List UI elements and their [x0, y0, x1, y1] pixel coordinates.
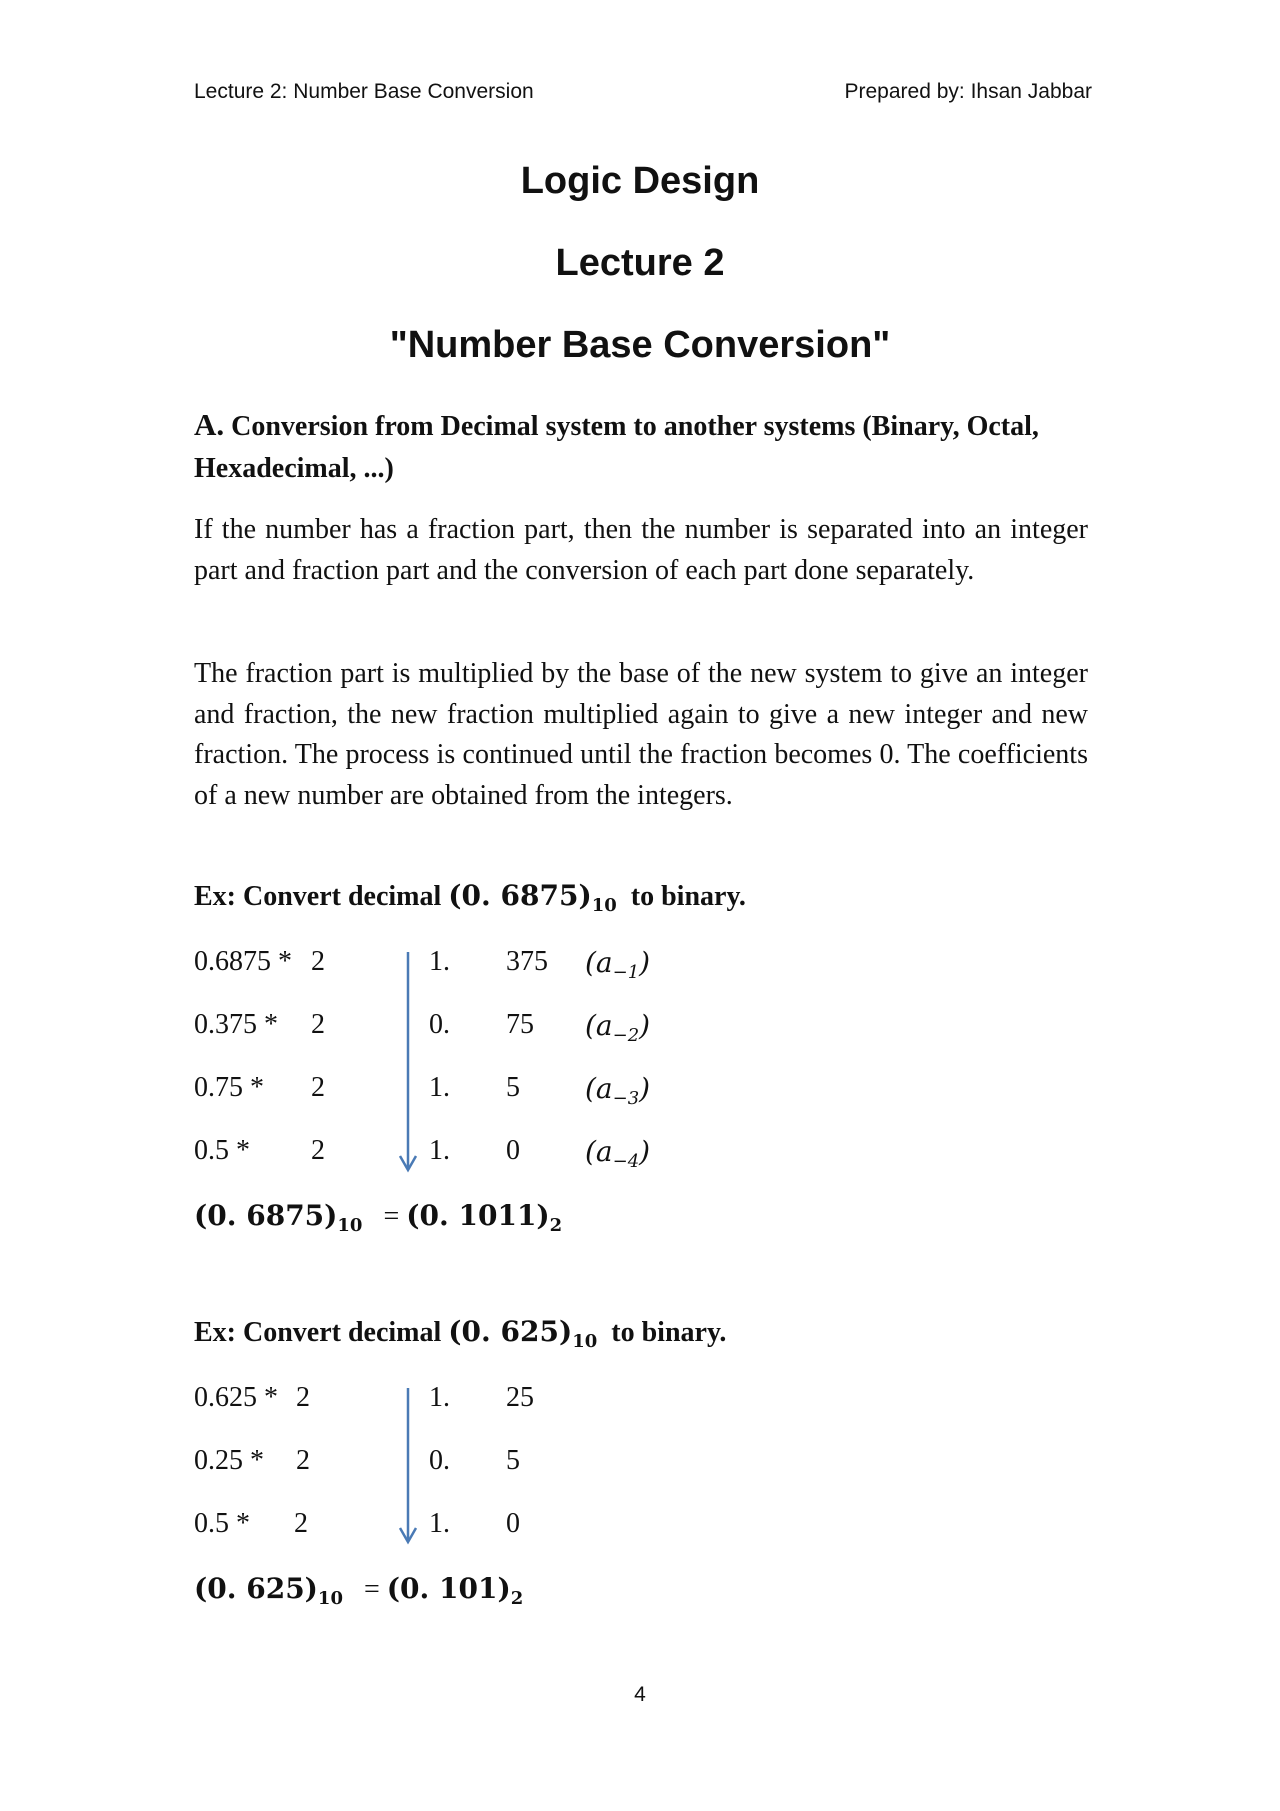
coefficient: $(a_{-4})$ — [585, 1135, 651, 1172]
example1-result-lhs: (0. 6875) — [194, 1199, 338, 1232]
integer-digit: 0. — [429, 1009, 450, 1040]
header-right: Prepared by: Ihsan Jabbar — [844, 80, 1092, 103]
section-a-heading — [194, 404, 1088, 490]
fraction-remainder: 25 — [506, 1382, 534, 1413]
integer-digit: 1. — [429, 1072, 450, 1103]
fraction-remainder: 75 — [506, 1009, 534, 1040]
course-title: Logic Design — [520, 160, 760, 202]
page-number: 4 — [634, 1683, 646, 1706]
example1-number: (0. 6875) — [448, 879, 592, 912]
example2-result — [194, 1572, 524, 1609]
multiplier: 2 — [311, 1072, 325, 1103]
fraction-remainder: 0 — [506, 1135, 520, 1166]
example2-number: (0. 625) — [448, 1315, 573, 1348]
coefficient: $(a_{-2})$ — [585, 1009, 651, 1046]
section-a-heading-text: Conversion from Decimal system to another systems (Binary, Octal, Hexadecimal, ...) — [194, 411, 1039, 484]
multiplicand: 0.5 * — [194, 1508, 250, 1539]
integer-digit: 1. — [429, 1508, 450, 1539]
multiplicand: 0.25 * — [194, 1445, 264, 1476]
example2-base: 10 — [572, 1331, 598, 1352]
example2-result-rhs: (0. 101) — [386, 1572, 511, 1605]
integer-digit: 0. — [429, 1445, 450, 1476]
example1-result-rhs: (0. 1011) — [406, 1199, 550, 1232]
fraction-remainder: 5 — [506, 1445, 520, 1476]
example2-heading — [194, 1315, 727, 1352]
section-a-letter: A. — [194, 407, 225, 442]
coefficient: $(a_{-3})$ — [585, 1072, 651, 1109]
example1-down-arrow-icon — [396, 950, 420, 1174]
example1-result — [194, 1199, 563, 1236]
integer-digit: 1. — [429, 946, 450, 977]
coefficient: $(a_{-1})$ — [585, 946, 651, 983]
integer-digit: 1. — [429, 1382, 450, 1413]
paragraph-fraction-intro: If the number has a fraction part, then the number is separated into an integer part and fraction part and the conversion of each part done separately. — [194, 514, 1088, 586]
multiplicand: 0.75 * — [194, 1072, 264, 1103]
example2-prefix: Ex: Convert decimal — [194, 1317, 449, 1348]
example1-base: 10 — [591, 895, 617, 916]
fraction-remainder: 5 — [506, 1072, 520, 1103]
fraction-remainder: 0 — [506, 1508, 520, 1539]
example2-result-lhs-base: 10 — [317, 1588, 343, 1609]
multiplicand: 0.5 * — [194, 1135, 250, 1166]
multiplier: 2 — [294, 1508, 308, 1539]
integer-digit: 1. — [429, 1135, 450, 1166]
example2-suffix: to binary. — [611, 1317, 727, 1348]
example2-result-lhs: (0. 625) — [194, 1572, 318, 1605]
paragraph-fraction-process: The fraction part is multiplied by the base of the new system to give an integer and fraction, the new fraction multiplied again to give a new integer and new fraction. The process is continued until the fraction becomes 0. The coefficients of a new number are obtained from the integers. — [194, 658, 1088, 811]
lecture-title: Lecture 2 — [555, 242, 725, 284]
example2-down-arrow-icon — [396, 1386, 420, 1546]
multiplier: 2 — [296, 1382, 310, 1413]
multiplier: 2 — [311, 1135, 325, 1166]
multiplicand: 0.375 * — [194, 1009, 278, 1040]
multiplier: 2 — [311, 1009, 325, 1040]
equals-sign: = — [363, 1574, 380, 1605]
multiplicand: 0.6875 * — [194, 946, 292, 977]
topic-title: "Number Base Conversion" — [389, 324, 891, 366]
header-left: Lecture 2: Number Base Conversion — [194, 80, 534, 103]
fraction-remainder: 375 — [506, 946, 548, 977]
equals-sign: = — [383, 1201, 400, 1232]
multiplier: 2 — [296, 1445, 310, 1476]
multiplicand: 0.625 * — [194, 1382, 278, 1413]
example1-result-lhs-base: 10 — [337, 1215, 363, 1236]
example1-prefix: Ex: Convert decimal — [194, 881, 449, 912]
example1-heading — [194, 879, 746, 916]
example1-result-rhs-base: 2 — [549, 1215, 563, 1236]
example1-suffix: to binary. — [630, 881, 746, 912]
example2-result-rhs-base: 2 — [510, 1588, 524, 1609]
multiplier: 2 — [311, 946, 325, 977]
